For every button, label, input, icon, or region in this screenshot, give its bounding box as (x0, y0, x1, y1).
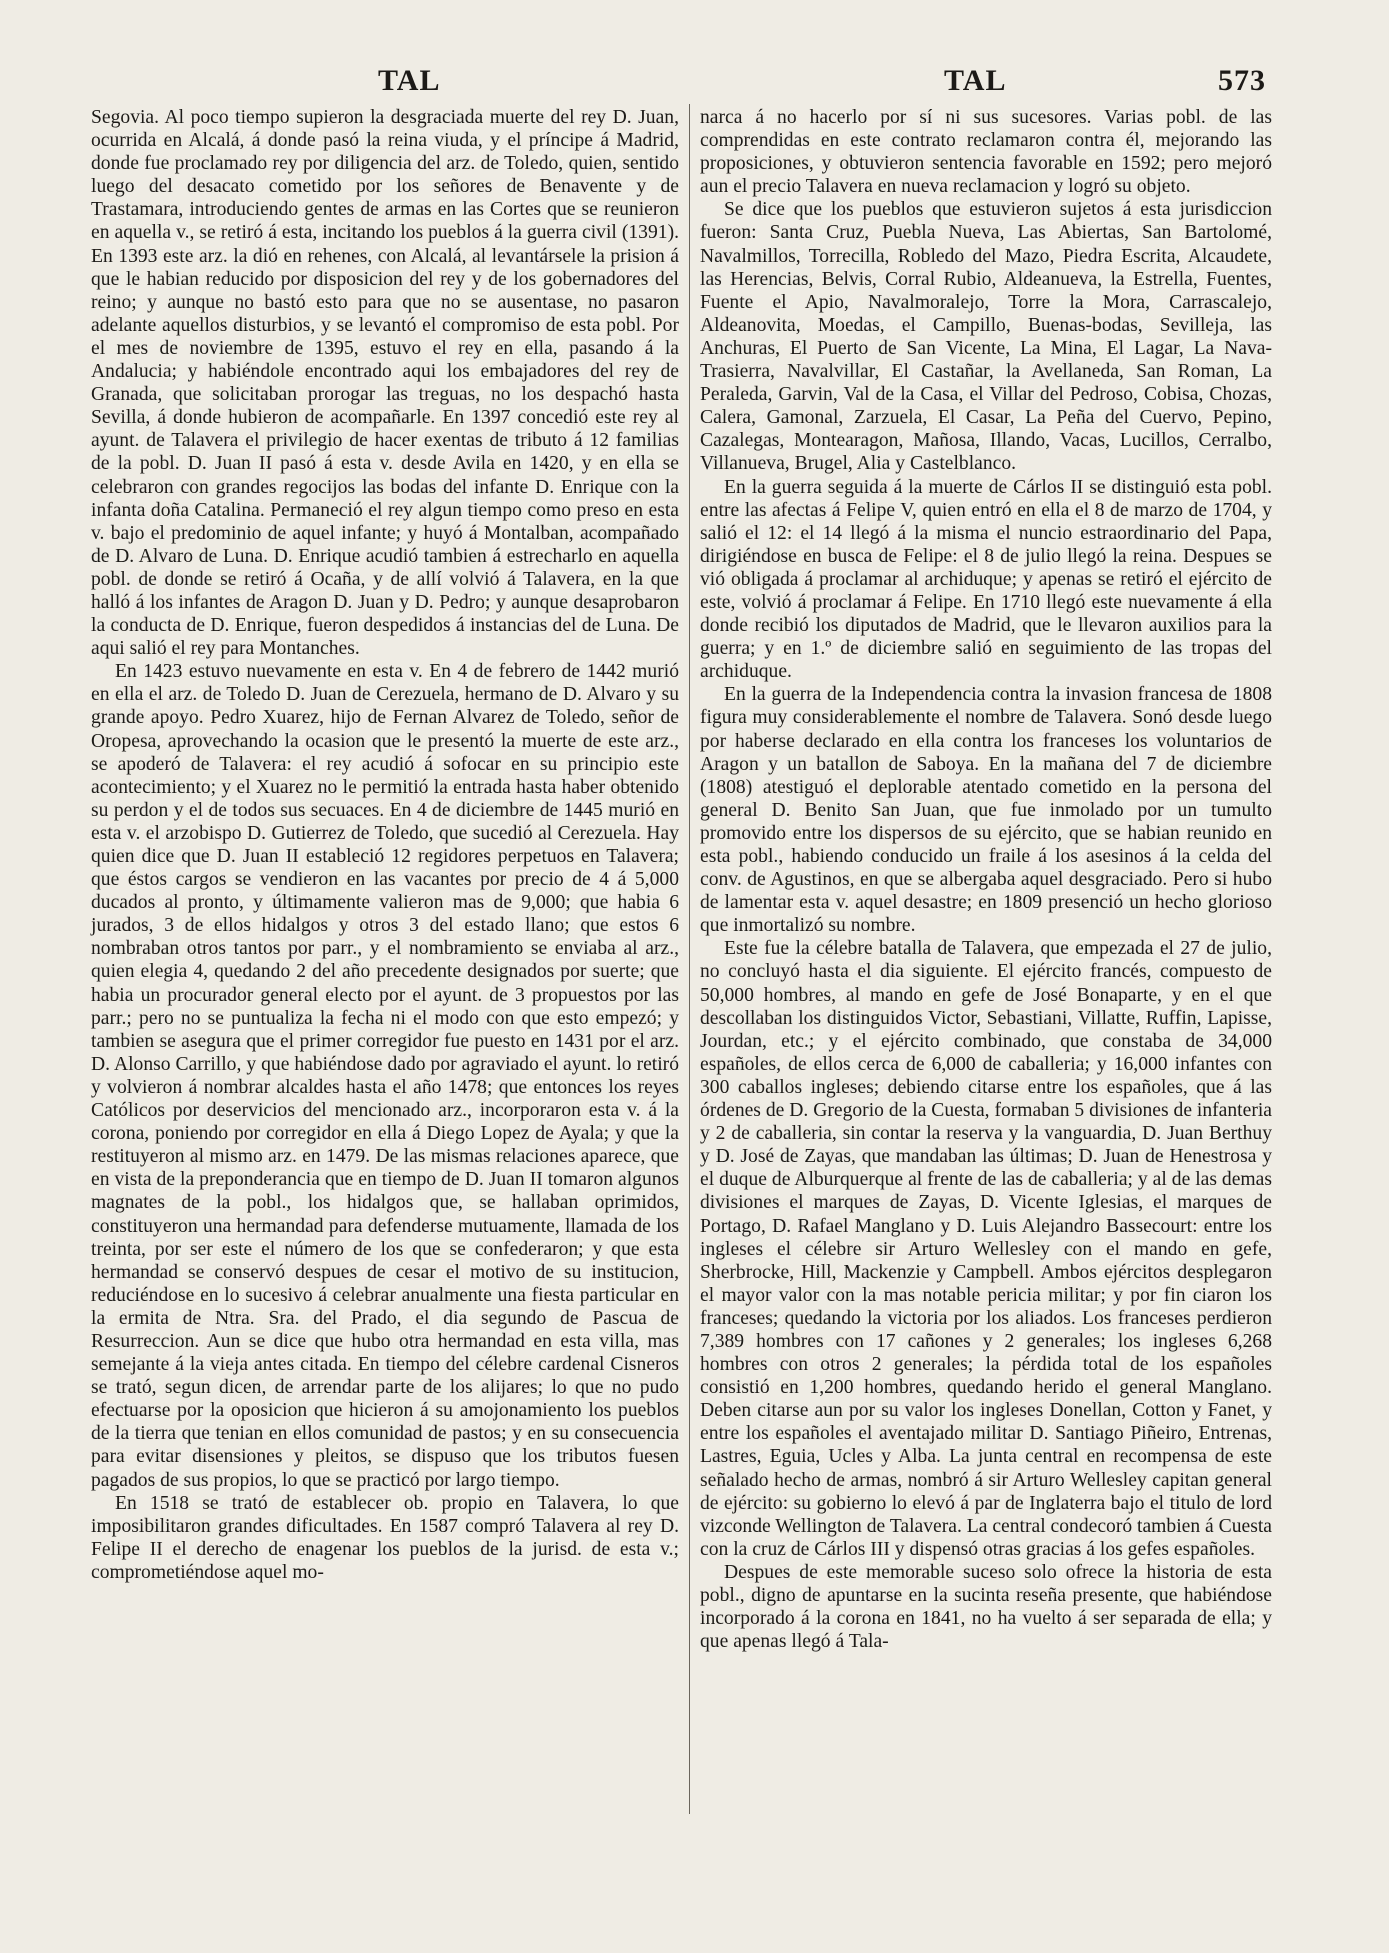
paragraph: En la guerra seguida á la muerte de Cárlos II se distinguió esta pobl. entre las afectas á Felipe V, quien entró en ella el 8 de marzo de 1704, y salió el 12: el 14 llegó á la misma el nuncio estraordinario del Papa, dirigiéndose en busca de Felipe: el 8 de julio llegó la reina. Despues se vió obligada á proclamar al archiduque; y apenas se retiró el ejército de este, volvió á proclamar á Felipe. En 1710 llegó este nuevamente á ella donde recibió los diputados de Madrid, que le llevaron auxilios para la guerra; y en 1.º de diciembre salió en seguimiento de las tropas del archiduque. (700, 476, 1272, 683)
paragraph: Despues de este memorable suceso solo ofrece la historia de esta pobl., digno de apuntarse en la sucinta reseña presente, que habiéndose incorporado á la corona en 1841, no ha vuelto á ser separada de ella; y que apenas llegó á Tala- (700, 1561, 1272, 1653)
paragraph: En 1518 se trató de establecer ob. propio en Talavera, lo que imposibilitaron grandes dificultades. En 1587 compró Talavera al rey D. Felipe II el derecho de enagenar los pueblos de la jurisd. de esta v.; comprometiéndose aquel mo- (91, 1492, 679, 1583)
paragraph: En la guerra de la Independencia contra la invasion francesa de 1808 figura muy considerablemente el nombre de Talavera. Sonó desde luego por haberse declarado en ella contra los franceses los voluntarios de Aragon y un batallon de Saboya. En la mañana del 7 de diciembre (1808) atestiguó el deplorable atentado cometido en la persona del general D. Benito San Juan, que fue inmolado por un tumulto promovido entre los dispersos de su ejército, que se habian reunido en esta pobl., habiendo conducido un fraile á los asesinos á la celda del conv. de Agustinos, en que se albergaba aquel desgraciado. Pero si hubo de lamentar esta v. aquel desastre; en 1809 presenció un hecho glorioso que inmortalizó su nombre. (700, 684, 1272, 937)
paragraph: Este fue la célebre batalla de Talavera, que empezada el 27 de julio, no concluyó hasta el dia siguiente. El ejército francés, compuesto de 50,000 hombres, al mando en gefe de José Bonaparte, y en el que descollaban los distinguidos Victor, Sebastiani, Villatte, Ruffin, Lapisse, Jourdan, etc.; y el ejército combinado, que constaba de 34,000 españoles, de ellos cerca de 6,000 de caballeria; y 16,000 infantes con 300 caballos ingleses; debiendo citarse entre los españoles, que á las órdenes de D. Gregorio de la Cuesta, formaban 5 divisiones de infanteria y 2 de caballeria, sin contar la reserva y la vanguardia, D. Juan Berthuy y D. José de Zayas, que mandaban las últimas; D. Juan de Henestrosa y el duque de Alburquerque al frente de las de caballeria; y al de las demas divisiones el marques de Zayas, D. Vicente Iglesias, el marques de Portago, D. Rafael Manglano y D. Luis Alejandro Bassecourt: entre los ingleses el célebre sir Arturo Wellesley con el mando en gefe, Sherbrocke, Hill, Mackenzie y Campbell. Ambos ejércitos desplegaron el mayor valor con la mas notable pericia militar; y por fin ciaron los franceses; quedando la victoria por los aliados. Los franceses perdieron 7,389 hombres con 17 cañones y 2 generales; los ingleses 6,268 hombres con otros 2 generales; la pérdida total de los españoles consistió en 1,200 hombres, quedando herido el general Manglano. Deben citarse aun por su valor los ingleses Donellan, Cotton y Fanet, y entre los españoles el aventajado militar D. Santiago Piñeiro, Entrenas, Lastres, Eguia, Ucles y Alba. La junta central en recompensa de este señalado hecho de armas, nombró á sir Arturo Wellesley capitan general de ejército: su gobierno lo elevó á par de Inglaterra bajo el titulo de lord vizconde Wellington de Talavera. La central condecoró tambien á Cuesta con la cruz de Cárlos III y dispensó otras gracias á los gefes españoles. (700, 938, 1272, 1560)
left-column (91, 106, 679, 1584)
paragraph: Se dice que los pueblos que estuvieron sujetos á esta jurisdiccion fueron: Santa Cruz, Puebla Nueva, Las Abiertas, San Bartolomé, Navalmillos, Torrecilla, Robledo del Mazo, Piedra Escrita, Alcaudete, las Herencias, Belvis, Corral Rubio, Aldeanueva, la Estrella, Fuentes, Fuente el Apio, Navalmoralejo, Torre la Mora, Carrascalejo, Aldeanovita, Moedas, el Campillo, Buenas-bodas, Sevilleja, las Anchuras, El Puerto de San Vicente, La Mina, El Lagar, La Nava-Trasierra, Navalvillar, El Castañar, la Avellaneda, San Roman, La Peraleda, Garvin, Val de la Casa, el Villar del Pedroso, Cobisa, Chozas, Calera, Gamonal, Zarzuela, El Casar, La Peña del Cuervo, Pepino, Cazalegas, Montearagon, Mañosa, Illando, Vacas, Lucillos, Cerralbo, Villanueva, Brugel, Alia y Castelblanco. (700, 199, 1272, 475)
header-left-title: TAL (378, 64, 441, 97)
running-header (0, 64, 1389, 104)
paragraph: En 1423 estuvo nuevamente en esta v. En 4 de febrero de 1442 murió en ella el arz. de Toledo D. Juan de Cerezuela, hermano de D. Alvaro y su grande apoyo. Pedro Xuarez, hijo de Fernan Alvarez de Toledo, señor de Oropesa, aprovechando la ocasion que le presentó la muerte de este arz., se apoderó de Talavera: el rey acudió á sofocar en su principio este acontecimiento; y el Xuarez no le permitió la entrada hasta haber obtenido su perdon y el de todos sus secuaces. En 4 de diciembre de 1445 murió en esta v. el arzobispo D. Gutierrez de Toledo, que sucedió al Cerezuela. Hay quien dice que D. Juan II estableció 12 regidores perpetuos en Talavera; que éstos cargos se vendieron en las vacantes por precio de 4 á 5,000 ducados al pronto, y últimamente valieron mas de 9,000; que habia 6 jurados, 3 de ellos hidalgos y otros 3 del estado llano; que estos 6 nombraban otros tantos por parr., y el nombramiento se enviaba al arz., quien elegia 4, quedando 2 del año precedente designados por suerte; que habia un procurador general electo por el ayunt. de 3 propuestos por las parr.; pero no se puntualiza la fecha ni el modo con que esto empezó; y tambien se asegura que el primer corregidor fue puesto en 1431 por el arz. D. Alonso Carrillo, y que habiéndose dado por agraviado el ayunt. lo retiró y volvieron á nombrar alcaldes hasta el año 1478; que entonces los reyes Católicos por deservicios del mencionado arz., incorporaron esta v. á la corona, poniendo por corregidor en ella á Diego Lopez de Ayala; y que la restituyeron al mismo arz. en 1479. De las mismas relaciones aparece, que en vista de la preponderancia que en tiempo de D. Juan II tomaron algunos magnates de la pobl., los hidalgos que, se hallaban oprimidos, constituyeron una hermandad para defenderse mutuamente, llamada de los treinta, por ser este el número de los que se confederaron; y que esta hermandad se conservó despues de cesar el motivo de su institucion, reduciéndose en lo sucesivo á celebrar anualmente una fiesta particular en la ermita de Ntra. Sra. del Prado, el dia segundo de Pascua de Resurreccion. Aun se dice que hubo otra hermandad en esta villa, mas semejante á la vieja antes citada. En tiempo del célebre cardenal Cisneros se trató, segun dicen, de arrendar parte de los alijares; lo que no pudo efectuarse por la oposicion que hicieron á su amojonamiento los pueblos de la tierra que tenian en ellos comunidad de pastos; y en su consecuencia para evitar disensiones y pleitos, se dispuso que los tributos fuesen pagados de sus propios, lo que se practicó por largo tiempo. (91, 661, 679, 1491)
header-right-title: TAL (944, 64, 1007, 97)
column-divider (689, 104, 690, 1814)
right-column (700, 106, 1272, 1653)
paragraph: narca á no hacerlo por sí ni sus sucesores. Varias pobl. de las comprendidas en este contrato reclamaron contra él, mejorando las proposiciones, y obtuvieron sentencia favorable en 1592; pero mejoró aun el precio Talavera en nueva reclamacion y logró su objeto. (700, 107, 1272, 198)
paragraph: Segovia. Al poco tiempo supieron la desgraciada muerte del rey D. Juan, ocurrida en Alcalá, á donde pasó la reina viuda, y el príncipe á Madrid, donde fue proclamado rey por diligencia del arz. de Toledo, quien, sentido luego del desacato cometido por los señores de Benavente y de Trastamara, introduciendo gentes de armas en las Cortes que se reunieron en aquella v., se retiró á esta, incitando los pueblos á la guerra civil (1391). En 1393 este arz. la dió en rehenes, con Alcalá, al levantársele la prision á que le habian reducido por disposicion del rey y de los gobernadores del reino; y aunque no bastó esto para que no se ausentase, no pasaron adelante aquellos disturbios, y se levantó el compromiso de esta pobl. Por el mes de noviembre de 1395, estuvo el rey en ella, pasando á la Andalucia; y habiéndole encontrado aqui los embajadores del rey de Granada, que solicitaban prorogar las treguas, no los despachó hasta Sevilla, á donde hubieron de acompañarle. En 1397 concedió este rey al ayunt. de Talavera el privilegio de hacer exentas de tributo á 12 familias de la pobl. D. Juan II pasó á esta v. desde Avila en 1420, y en ella se celebraron con grandes regocijos las bodas del infante D. Enrique con la infanta doña Catalina. Permaneció el rey algun tiempo como preso en esta v. bajo el predominio de aquel infante; y huyó á Montalban, acompañado de D. Alvaro de Luna. D. Enrique acudió tambien á estrecharlo en aquella pobl. de donde se retiró á Ocaña, y de allí volvió á Talavera, en la que halló á los infantes de Aragon D. Juan y D. Pedro; y aunque desaprobaron la conducta de D. Enrique, fueron despedidos á instancias del de Luna. De aqui salió el rey para Montanches. (91, 107, 679, 660)
page-number: 573 (1218, 64, 1266, 97)
